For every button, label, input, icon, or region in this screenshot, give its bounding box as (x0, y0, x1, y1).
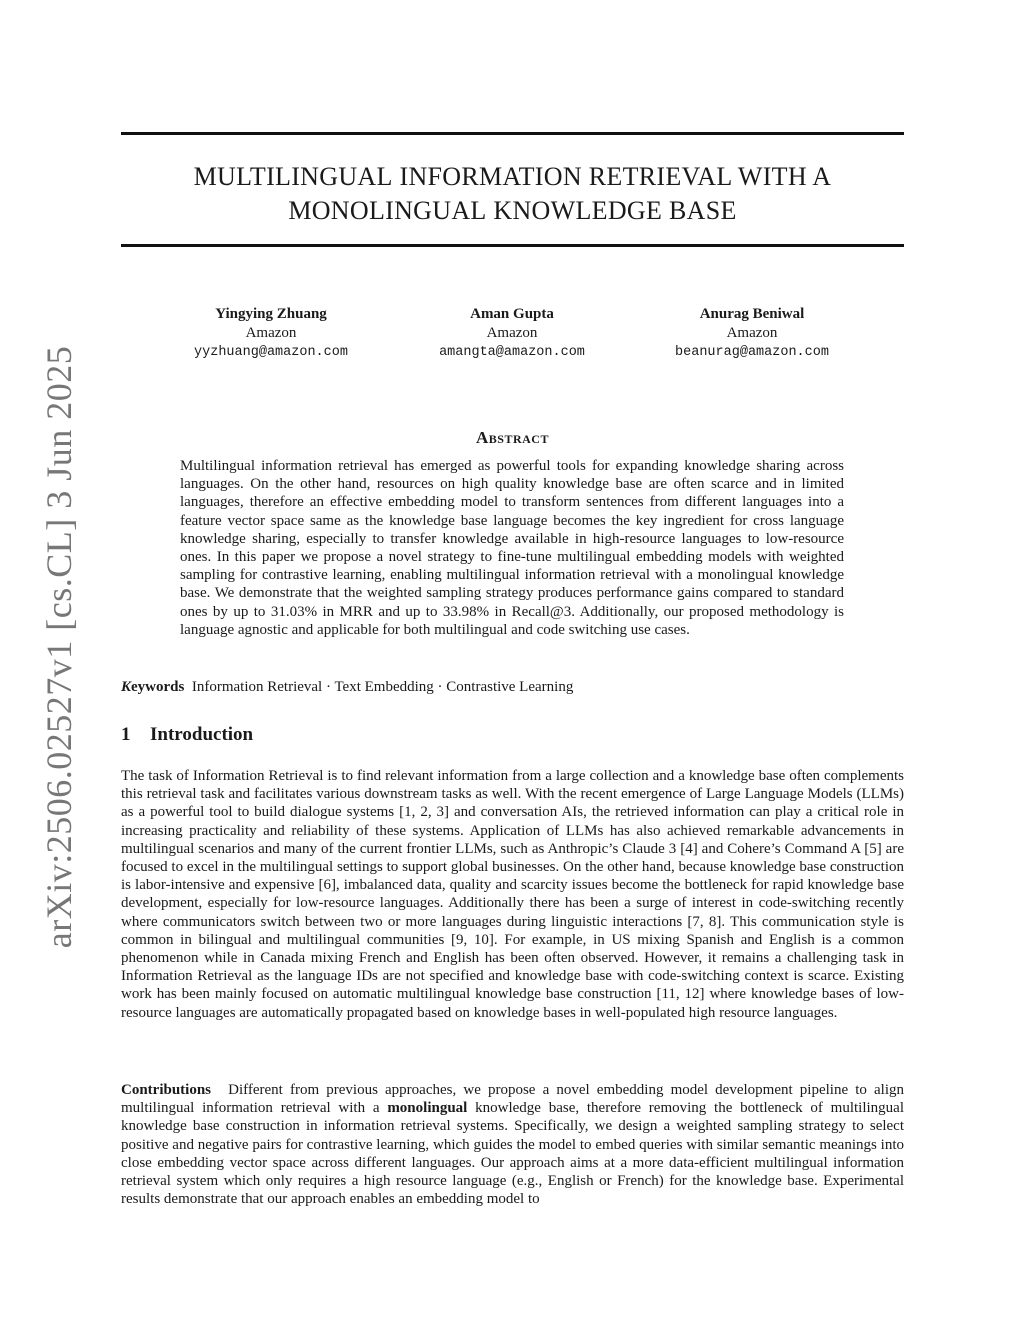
author-name: Yingying Zhuang (215, 306, 327, 322)
title-word: NFORMATION (408, 162, 582, 191)
section-heading-introduction (121, 724, 253, 746)
abstract-text: Multilingual information retrieval has emerged as powerful tools for expanding knowledge sharing across languages. On the other hand, resources on high quality knowledge base are often scarce and in limited languages, therefore an effective embedding model to transform sentences from different languages into a feature vector space same as the knowledge base language becomes the key ingredient for cross language knowledge sharing, especially to transfer knowledge available in high-resource languages to low-resource ones. In this paper we propose a novel strategy to fine-tune multilingual embedding models with weighted sampling for contrastive learning, enabling multilingual information retrieval with a monolingual knowledge base. We demonstrate that the weighted sampling strategy produces performance gains compared to standard ones by up to 31.03% in MRR and up to 33.98% in Recall@3. Additionally, our proposed methodology is language agnostic and applicable for both multilingual and code switching use cases. (180, 458, 844, 638)
section-number: 1 (121, 724, 131, 745)
section-title: Introduction (150, 724, 254, 745)
keywords-label-rest: eywords (131, 679, 185, 695)
keywords-line (121, 678, 904, 696)
title-word: ULTILINGUAL (217, 162, 393, 191)
title-word: ETRIEVAL WITH A (606, 162, 832, 191)
keywords-text: Information Retrieval · Text Embedding · Contrastive Learning (191, 679, 574, 695)
title-bottom-rule (121, 244, 904, 247)
title-line-2 (121, 194, 904, 228)
author-email[interactable]: amangta@amazon.com (439, 345, 585, 360)
paper-title (121, 160, 904, 228)
contributions-bold-word: monolingual (387, 1100, 468, 1117)
author-affiliation: Amazon (726, 325, 778, 341)
title-initial: I (399, 162, 409, 191)
author-block (382, 305, 642, 362)
introduction-paragraph: The task of Information Retrieval is to find relevant information from a large collection and a knowledge base often complements this retrieval task and facilitates various downstream tasks as well. With the recent emergence of Large Language Models (LLMs) as a powerful tool to build dialogue systems [1, 2, 3] and conversation AIs, the retrieved information can play a critical role in increasing practicality and reliability of these systems. Application of LLMs has also achieved remarkable advancements in multilingual scenarios and many of the current frontier LLMs, such as Anthropic’s Claude 3 [4] and Cohere’s Command A [5] are focused to excel in the multilingual settings to support global businesses. On the other hand, because knowledge base construction is labor-intensive and expensive [6], imbalanced data, quality and scarcity issues become the bottleneck for rapid knowledge base development, especially for low-resource languages. Additionally there has been a surge of interest in code-switching recently where communicators switch between two or more languages during linguistic interactions [7, 8]. This communication style is common in bilingual and multilingual communities [9, 10]. For example, in US mixing Spanish and English is a common phenomenon while in Canada mixing French and English has been often observed. However, it remains a challenging task in Information Retrieval as the language IDs are not specified and knowledge base with code-switching context is scarce. Existing work has been mainly focused on automatic multilingual knowledge base construction [11, 12] where knowledge bases of low-resource languages are automatically propagated based on knowledge bases in well-populated high resource languages. (121, 768, 904, 1021)
contributions-label: Contributions (121, 1082, 212, 1098)
title-initial: K (493, 196, 513, 225)
contributions-paragraph (121, 1081, 904, 1208)
title-word: NOWLEDGE (512, 196, 663, 225)
keywords-label-initial: K (121, 679, 132, 695)
title-initial: R (588, 162, 607, 191)
title-line-1 (121, 160, 904, 194)
arxiv-identifier-stamp: arXiv:2506.02527v1 [cs.CL] 3 Jun 2025 (39, 345, 79, 949)
title-initial: M (288, 196, 312, 225)
author-block (622, 305, 882, 362)
title-word: ASE (686, 196, 737, 225)
author-affiliation: Amazon (486, 325, 538, 341)
title-initial: M (193, 162, 218, 191)
author-block (141, 305, 401, 362)
contributions-text-before: Different from previous approaches, we propose a novel embedding model development pipeline to align multilingual information retrieval with a (121, 1082, 904, 1117)
author-list (121, 305, 904, 365)
author-name: Aman Gupta (470, 306, 554, 322)
author-name: Anurag Beniwal (699, 306, 805, 322)
contributions-text-after: knowledge base, therefore removing the bottleneck of multilingual knowledge base construction in information retrieval systems. Specifically, we design a weighted sampling strategy to select positive and negative pairs for contrastive learning, which guides the model to embed queries with similar semantic meanings into close embedding vector space across different languages. Our approach aims at a more data-efficient multilingual information retrieval system which only requires a high resource language (e.g., English or French) for the knowledge base. Experimental results demonstrate that our approach enables an embedding model to (121, 1100, 904, 1208)
title-top-rule (121, 132, 904, 135)
abstract-heading: Abstract (476, 428, 549, 447)
keywords-label (121, 679, 184, 695)
author-email[interactable]: beanurag@amazon.com (675, 345, 829, 360)
title-word: ONOLINGUAL (311, 196, 487, 225)
title-initial: B (669, 196, 687, 225)
author-email[interactable]: yyzhuang@amazon.com (194, 345, 348, 360)
author-affiliation: Amazon (245, 325, 297, 341)
